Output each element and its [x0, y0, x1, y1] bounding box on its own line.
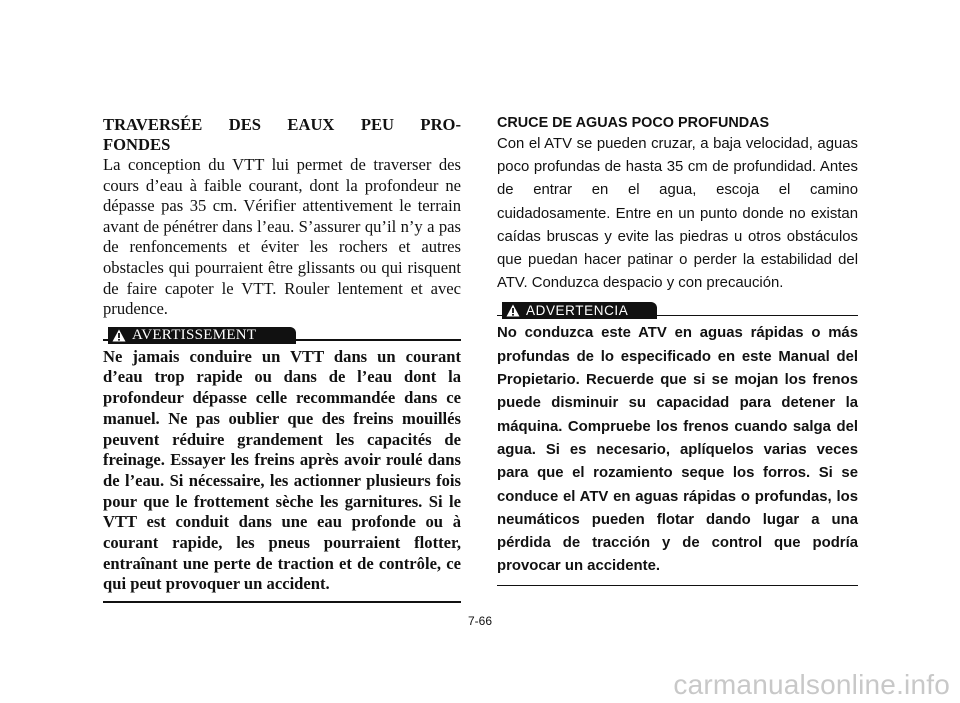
spanish-section-heading: CRUCE DE AGUAS POCO PROFUNDAS [497, 115, 770, 131]
french-section-heading-continued: FONDES [103, 135, 171, 154]
warning-triangle-icon [112, 329, 126, 342]
warning-badge [502, 302, 657, 319]
spanish-warning-text: No conduzca este ATV en aguas rápidas o más profundas de lo especificado en este Manual del Propietario. Recuerde que si se mojan los frenos puede disminuir su capacidad para detener la máquina. Compruebe los frenos cuando salga del agua. Si es necesario, aplíquelos varias veces para que el rozamiento seque los forros. Si se conduce el ATV en aguas rápidas o profundas, los neumáticos pueden flotar dando lugar a una pérdida de tracción y de control que podría provocar un accidente. [497, 325, 858, 575]
page-number: 7-66 [467, 614, 493, 628]
french-body-text: La conception du VTT lui permet de traverser des cours d’eau à faible courant, dont la profondeur ne dépasse pas 35 cm. Vérifier attentivement le terrain avant de pénétrer dans l’eau. S’assurer qu’il n’y a pas de renfoncements et éviter les rochers et autres obstacles qui pourraient être glissants ou qui risquent de faire capoter le VTT. Rouler lentement et avec prudence. [103, 155, 461, 319]
warning-badge [108, 327, 296, 344]
french-warning-header [103, 324, 461, 344]
spanish-column [497, 113, 858, 586]
warning-triangle-icon [506, 304, 520, 317]
section-end-rule [497, 585, 858, 587]
french-column [103, 113, 461, 603]
warning-label: AVERTISSEMENT [132, 326, 257, 343]
section-end-rule [103, 601, 461, 603]
warning-label: ADVERTENCIA [526, 303, 629, 319]
french-warning-text: Ne jamais conduire un VTT dans un courant d’eau trop rapide ou dans de l’eau dont la profondeur dépasse celle recommandée dans ce manuel. Ne pas oublier que des freins mouillés peuvent réduire grandement les capacités de freinage. Essayer les freins après avoir roulé dans de l’eau. Si nécessaire, les actionner plusieurs fois pour que le frottement sèche les garnitures. Si le VTT est conduit dans une eau profonde ou à courant rapide, les pneus pourraient flotter, entraînant une perte de traction et de contrôle, ce qui peut provoquer un accident. [103, 346, 461, 594]
spanish-body-text: Con el ATV se pueden cruzar, a baja velocidad, aguas poco profundas de hasta 35 cm de profundidad. Antes de entrar en el agua, escoja el camino cuidadosamente. Entre en un punto donde no existan caídas bruscas y evite las piedras u otros obstáculos que puedan hacer patinar o perder la estabilidad del ATV. Conduzca despacio y con precaución. [497, 136, 858, 292]
watermark: carmanualsonline.info [673, 669, 950, 700]
spanish-warning-header [497, 299, 858, 319]
french-section-heading: TRAVERSÉE DES EAUX PEU PRO- [103, 115, 461, 134]
